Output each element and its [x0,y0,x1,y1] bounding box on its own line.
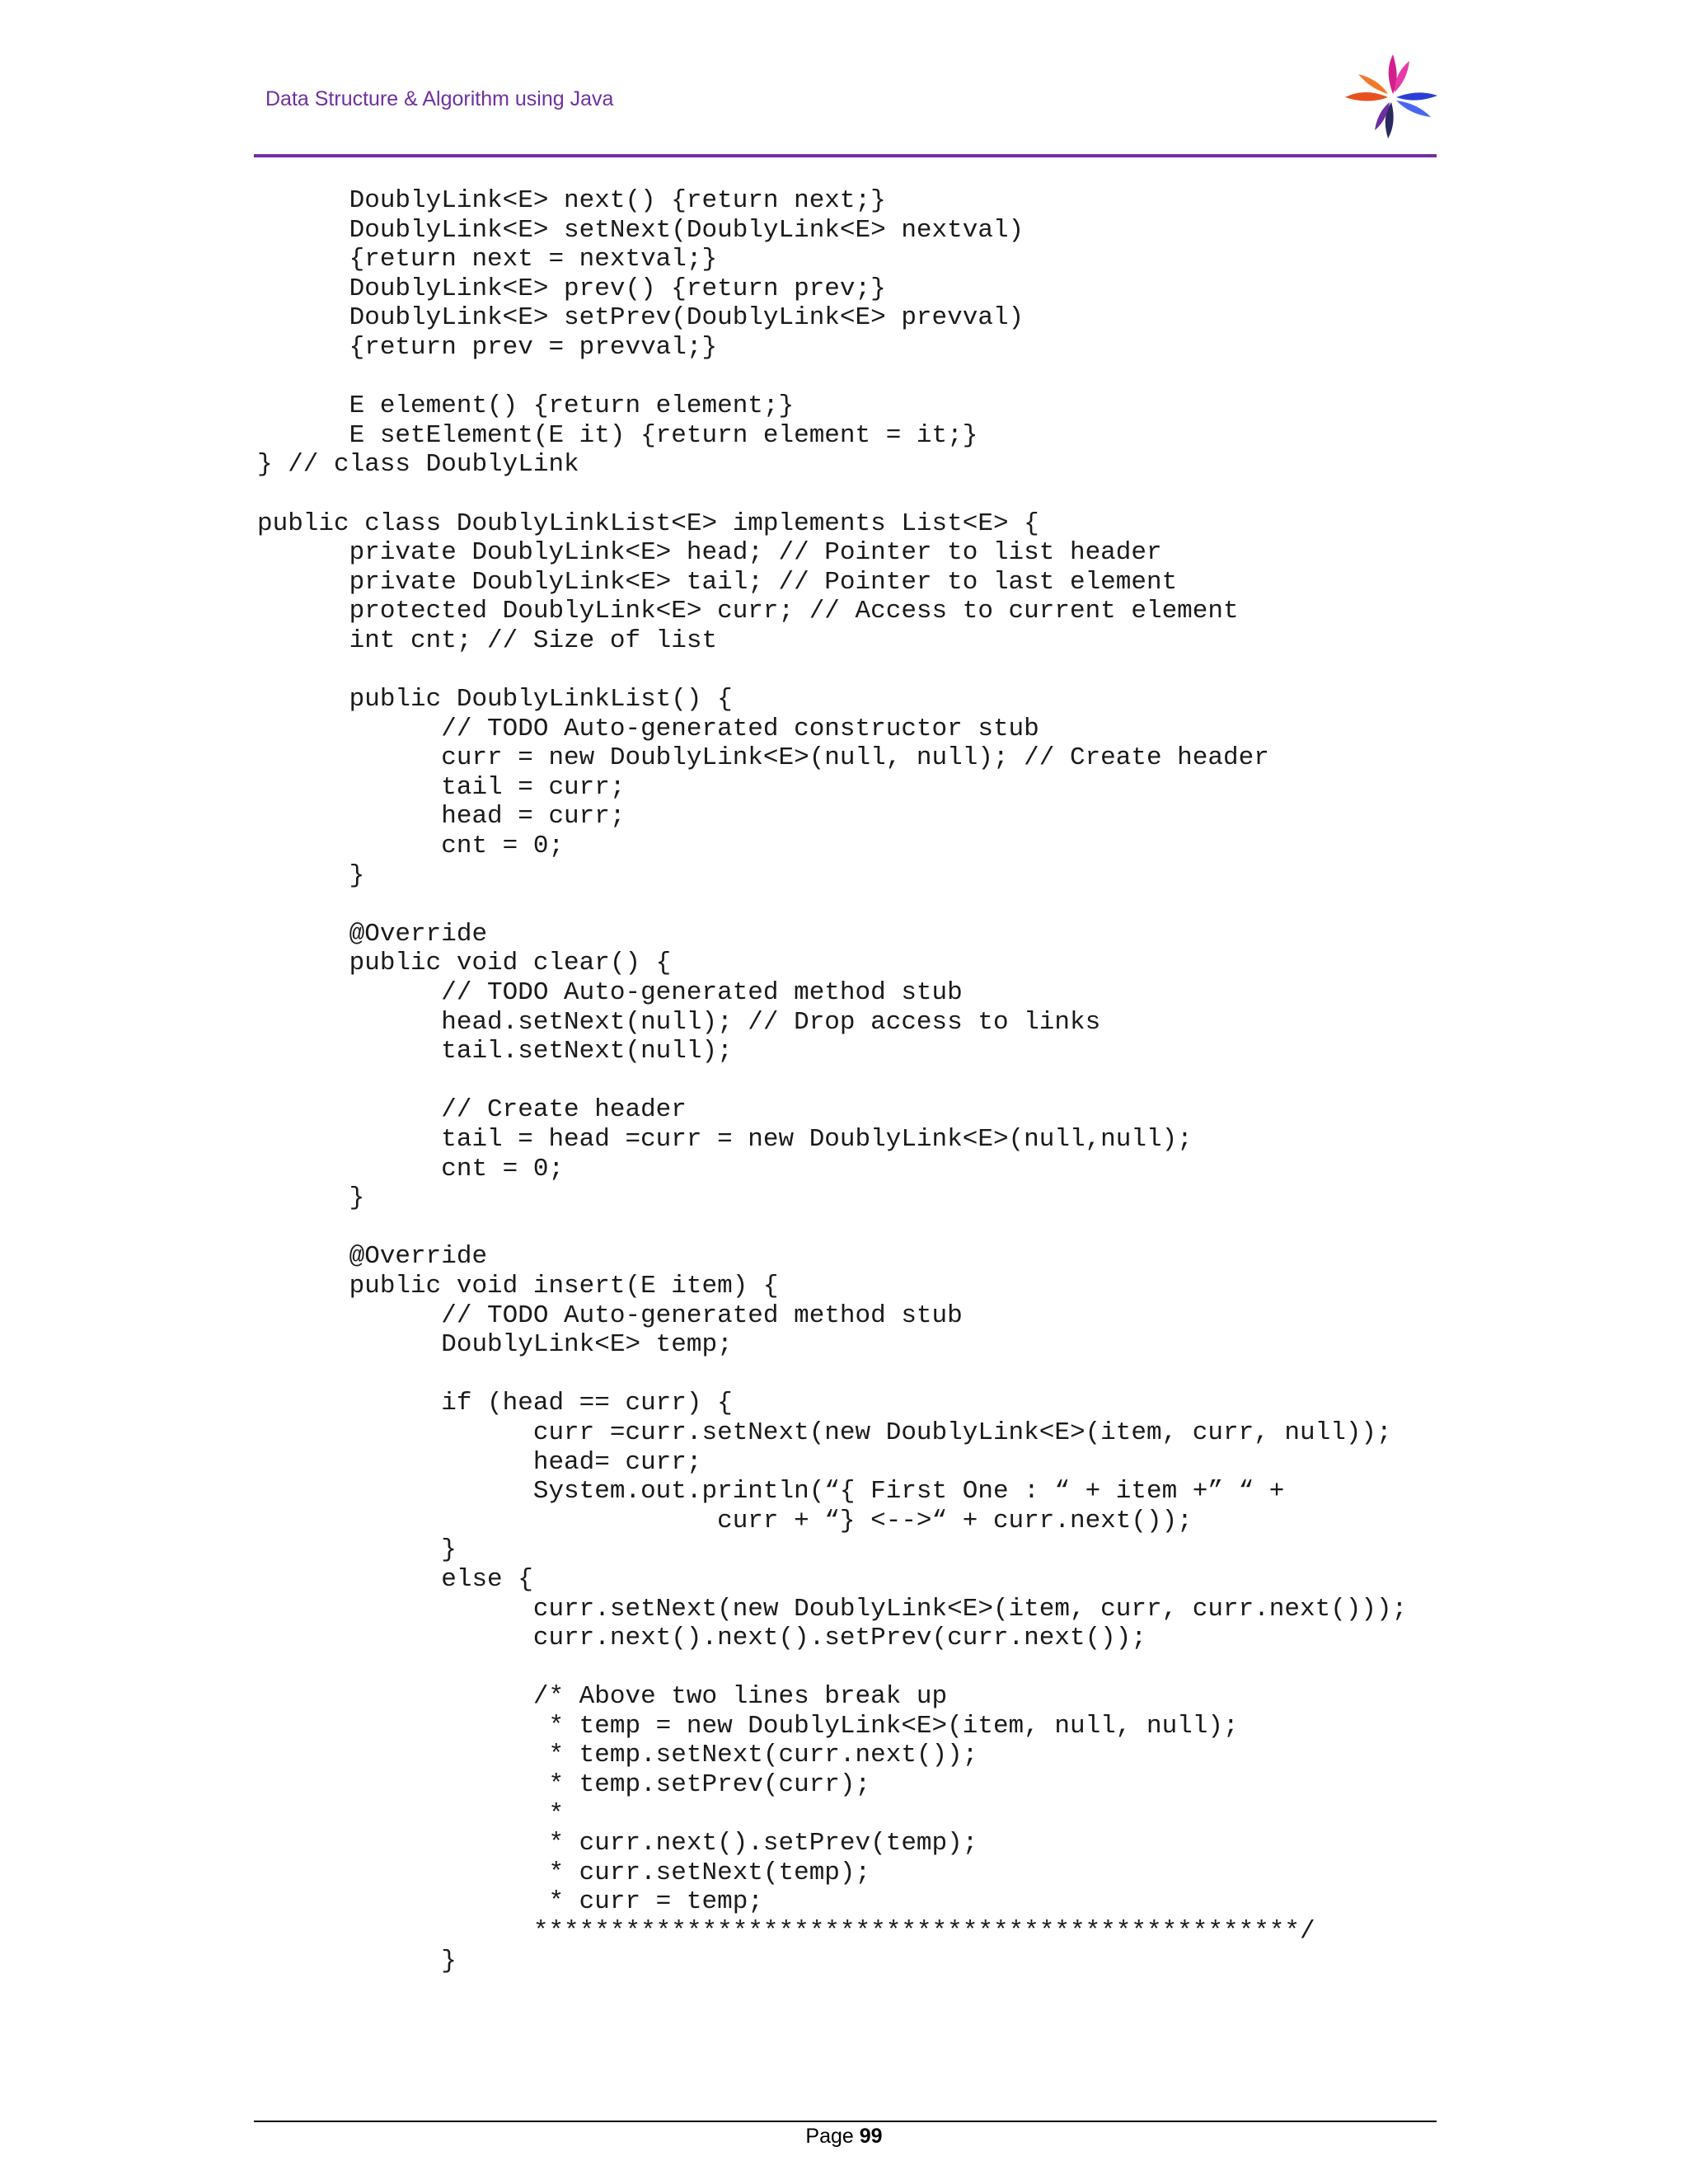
code-line: head.setNext(null); // Drop access to links [257,1007,1101,1037]
page-number-value: 99 [859,2125,883,2148]
code-line: /* Above two lines break up [257,1682,948,1712]
code-line: curr.next().next().setPrev(curr.next()); [257,1624,1146,1653]
code-line [257,1360,1407,1390]
code-line: // TODO Auto-generated method stub [257,978,963,1008]
code-line: public void clear() { [257,949,672,978]
header-divider [254,154,1437,157]
code-line [257,890,1407,920]
code-line [257,1066,1407,1096]
code-line: curr =curr.setNext(new DoublyLink<E>(item, curr, null)); [257,1418,1392,1447]
code-line: {return next = nextval;} [257,245,718,274]
code-listing [257,186,1407,1975]
code-line: **************************************************/ [257,1917,1315,1947]
code-line: System.out.println(“{ First One : “ + item +” “ + [257,1477,1285,1507]
code-line: // Create header [257,1095,687,1125]
code-line: } [257,1535,457,1565]
code-line: // TODO Auto-generated method stub [257,1301,963,1330]
code-line: private DoublyLink<E> head; // Pointer to list header [257,538,1162,568]
code-line [257,363,1407,392]
code-line [257,480,1407,509]
code-line: @Override [257,919,488,949]
code-line: curr = new DoublyLink<E>(null, null); // Create header [257,743,1269,773]
code-line: else { [257,1564,533,1594]
code-line: } [257,1946,457,1975]
code-line: curr.setNext(new DoublyLink<E>(item, curr, curr.next())); [257,1594,1408,1624]
code-line: } [257,1183,365,1213]
book-logo-icon [1342,51,1441,142]
code-line: tail.setNext(null); [257,1037,733,1066]
code-line: public class DoublyLinkList<E> implements List<E> { [257,509,1039,538]
code-line: protected DoublyLink<E> curr; // Access to current element [257,597,1239,626]
code-line: // TODO Auto-generated constructor stub [257,714,1039,743]
code-line: private DoublyLink<E> tail; // Pointer to last element [257,567,1178,597]
code-line: DoublyLink<E> prev() {return prev;} [257,274,886,303]
code-line: * temp.setPrev(curr); [257,1770,871,1800]
code-line: * temp.setNext(curr.next()); [257,1741,978,1770]
code-line: } [257,860,365,890]
code-line: } // class DoublyLink [257,450,579,480]
code-line: * curr.next().setPrev(temp); [257,1829,978,1858]
code-line: DoublyLink<E> setPrev(DoublyLink<E> prevval) [257,303,1025,333]
code-line: head= curr; [257,1447,702,1477]
code-line: * [257,1799,565,1829]
code-line: public void insert(E item) { [257,1271,779,1301]
code-line [257,1213,1407,1243]
code-line [257,656,1407,686]
code-line: DoublyLink<E> next() {return next;} [257,186,886,215]
code-line: head = curr; [257,802,626,832]
code-line: * temp = new DoublyLink<E>(item, null, null); [257,1711,1239,1741]
code-line: tail = curr; [257,772,626,802]
code-line: public DoublyLinkList() { [257,685,733,715]
code-line: int cnt; // Size of list [257,626,718,655]
code-line: DoublyLink<E> setNext(DoublyLink<E> nextval) [257,215,1025,245]
code-line: * curr = temp; [257,1887,763,1917]
code-line: if (head == curr) { [257,1389,733,1418]
page-number-label: Page [805,2125,854,2148]
page-header-title: Data Structure & Algorithm using Java [265,87,614,110]
code-line: cnt = 0; [257,1154,565,1183]
code-line: @Override [257,1242,488,1272]
footer-divider [254,2121,1437,2122]
code-line: DoublyLink<E> temp; [257,1330,733,1360]
code-line: curr + “} <-->“ + curr.next()); [257,1506,1193,1535]
code-line: {return prev = prevval;} [257,332,718,362]
code-line: cnt = 0; [257,832,565,861]
code-line: E element() {return element;} [257,391,795,421]
code-line: tail = head =curr = new DoublyLink<E>(null,null); [257,1125,1193,1154]
page-number [0,2125,1688,2149]
code-line [257,1653,1407,1683]
code-line: E setElement(E it) {return element = it;} [257,420,978,450]
code-line: * curr.setNext(temp); [257,1858,871,1887]
